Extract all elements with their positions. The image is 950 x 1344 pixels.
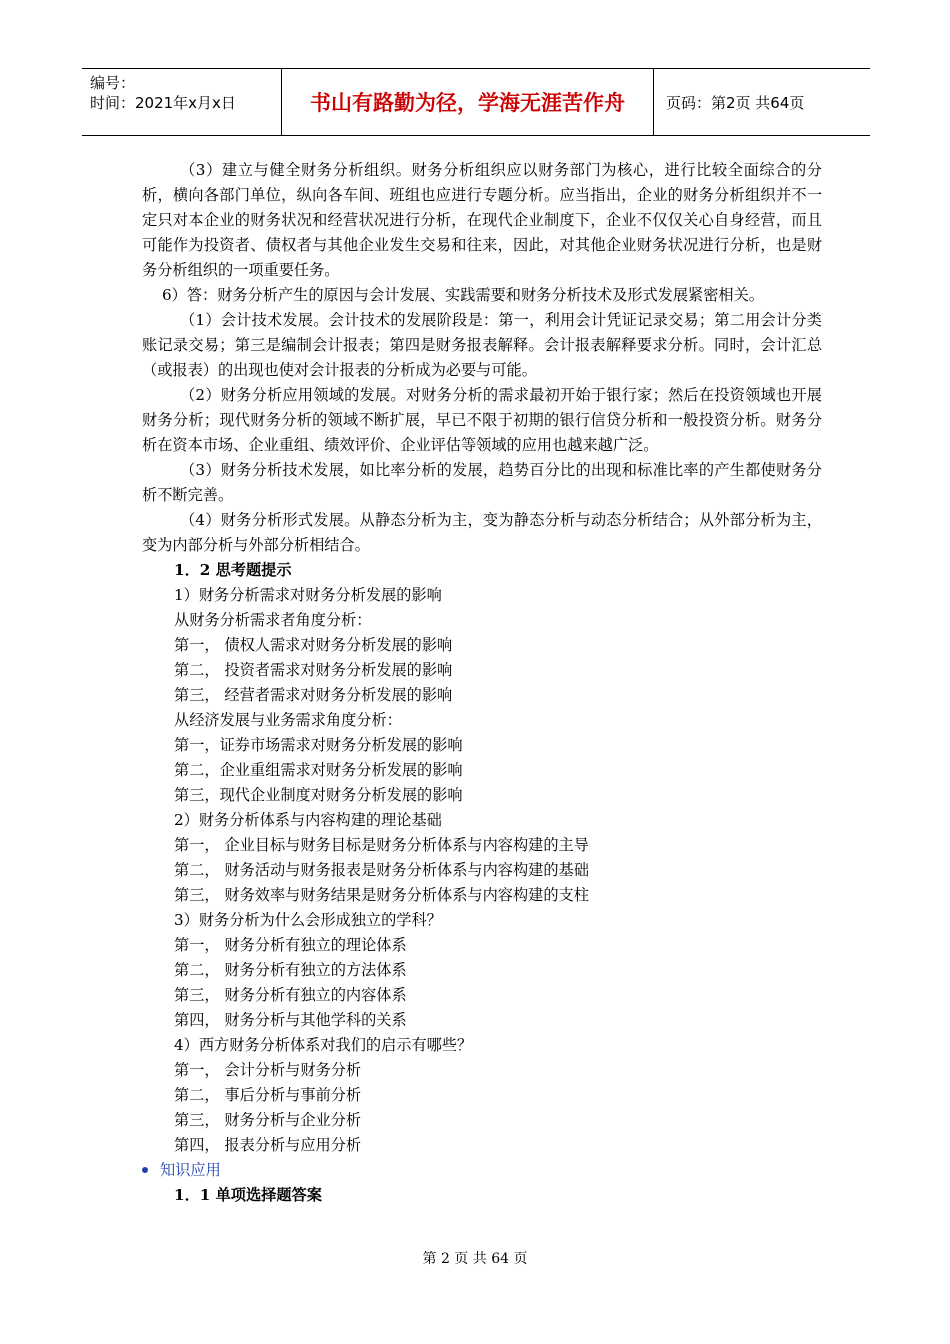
section-1-2-line: 第四， 财务分析与其他学科的关系 (174, 1011, 407, 1029)
bullet-dot-icon (142, 1167, 148, 1173)
section-1-2-list (142, 583, 822, 1158)
paragraph-6-4: （4）财务分析形式发展。从静态分析为主，变为静态分析与动态分析结合；从外部分析为主，变为内部分析与外部分析相结合。 (142, 511, 822, 554)
motto: 书山有路勤为径，学海无涯苦作舟 (282, 69, 654, 135)
section-1-2-line: 第二，企业重组需求对财务分析发展的影响 (174, 761, 463, 779)
section-1-2-line: 从经济发展与业务需求角度分析： (174, 711, 402, 729)
section-1-2-line: 第一， 财务分析有独立的理论体系 (174, 936, 407, 954)
paragraph-6-answer: 6）答：财务分析产生的原因与会计发展、实践需要和财务分析技术及形式发展紧密相关。 (162, 286, 764, 304)
page-header-table (82, 68, 870, 136)
section-1-2-line: 第三， 财务分析有独立的内容体系 (174, 986, 407, 1004)
knowledge-application-label: 知识应用 (160, 1161, 221, 1179)
knowledge-application-item (142, 1158, 822, 1183)
paragraph-6-2: （2）财务分析应用领域的发展。对财务分析的需求最初开始于银行家；然后在投资领域也开展财务分析；现代财务分析的领域不断扩展，早已不限于初期的银行信贷分析和一般投资分析。财务分析在资本市场、企业重组、绩效评价、企业评估等领域的应用也越来越广泛。 (142, 386, 822, 454)
section-1-2-line: 第三，现代企业制度对财务分析发展的影响 (174, 786, 463, 804)
paragraph-3-organization: （3）建立与健全财务分析组织。财务分析组织应以财务部门为核心，进行比较全面综合的分析，横向各部门单位，纵向各车间、班组也应进行专题分析。应当指出，企业的财务分析组织并不一定只对本企业的财务状况和经营状况进行分析，在现代企业制度下，企业不仅仅关心自身经营，而且可能作为投资者、债权者与其他企业发生交易和往来，因此，对其他企业财务状况进行分析，也是财务分析组织的一项重要任务。 (142, 161, 822, 279)
section-1-2-line: 第一， 债权人需求对财务分析发展的影响 (174, 636, 453, 654)
paragraph-6-3: （3）财务分析技术发展，如比率分析的发展，趋势百分比的出现和标准比率的产生都使财务分析不断完善。 (142, 461, 822, 504)
section-1-2-line: 第三， 财务分析与企业分析 (174, 1111, 362, 1129)
section-1-2-line: 第三， 经营者需求对财务分析发展的影响 (174, 686, 453, 704)
page-footer (0, 1248, 950, 1268)
section-1-2-line: 第二， 财务活动与财务报表是财务分析体系与内容构建的基础 (174, 861, 589, 879)
section-1-2-line: 第四， 报表分析与应用分析 (174, 1136, 362, 1154)
paragraph-6-1: （1）会计技术发展。会计技术的发展阶段是：第一，利用会计凭证记录交易；第二用会计分类账记录交易；第三是编制会计报表；第四是财务报表解释。会计报表解释要求分析。同时，会计汇总（或报表）的出现也使对会计报表的分析成为必要与可能。 (142, 311, 822, 379)
footer-page-number: 第 2 页 共 64 页 (422, 1251, 528, 1267)
section-1-2-line: 2）财务分析体系与内容构建的理论基础 (174, 811, 442, 829)
section-1-2-line: 第二， 投资者需求对财务分析发展的影响 (174, 661, 453, 679)
section-1-1-title: 1．1 单项选择题答案 (174, 1186, 322, 1204)
section-1-2-line: 第一， 企业目标与财务目标是财务分析体系与内容构建的主导 (174, 836, 589, 854)
time-label: 时间：2021年x月x日 (90, 94, 236, 112)
section-1-2-line: 第二， 事后分析与事前分析 (174, 1086, 362, 1104)
section-1-2-line: 3）财务分析为什么会形成独立的学科？ (174, 911, 442, 929)
section-1-2-line: 从财务分析需求者角度分析： (174, 611, 372, 629)
header-meta-cell (82, 69, 282, 135)
section-1-2-line: 第一，证券市场需求对财务分析发展的影响 (174, 736, 463, 754)
document-body (142, 158, 822, 1208)
section-1-2-title: 1．2 思考题提示 (174, 561, 292, 579)
section-1-2-line: 1）财务分析需求对财务分析发展的影响 (174, 586, 442, 604)
section-1-2-line: 第二， 财务分析有独立的方法体系 (174, 961, 407, 979)
number-label: 编号： (90, 74, 136, 92)
section-1-2-line: 第三， 财务效率与财务结果是财务分析体系与内容构建的支柱 (174, 886, 589, 904)
section-1-2-line: 4）西方财务分析体系对我们的启示有哪些？ (174, 1036, 473, 1054)
page-info: 页码：第2页 共64页 (666, 93, 805, 112)
section-1-2-line: 第一， 会计分析与财务分析 (174, 1061, 362, 1079)
